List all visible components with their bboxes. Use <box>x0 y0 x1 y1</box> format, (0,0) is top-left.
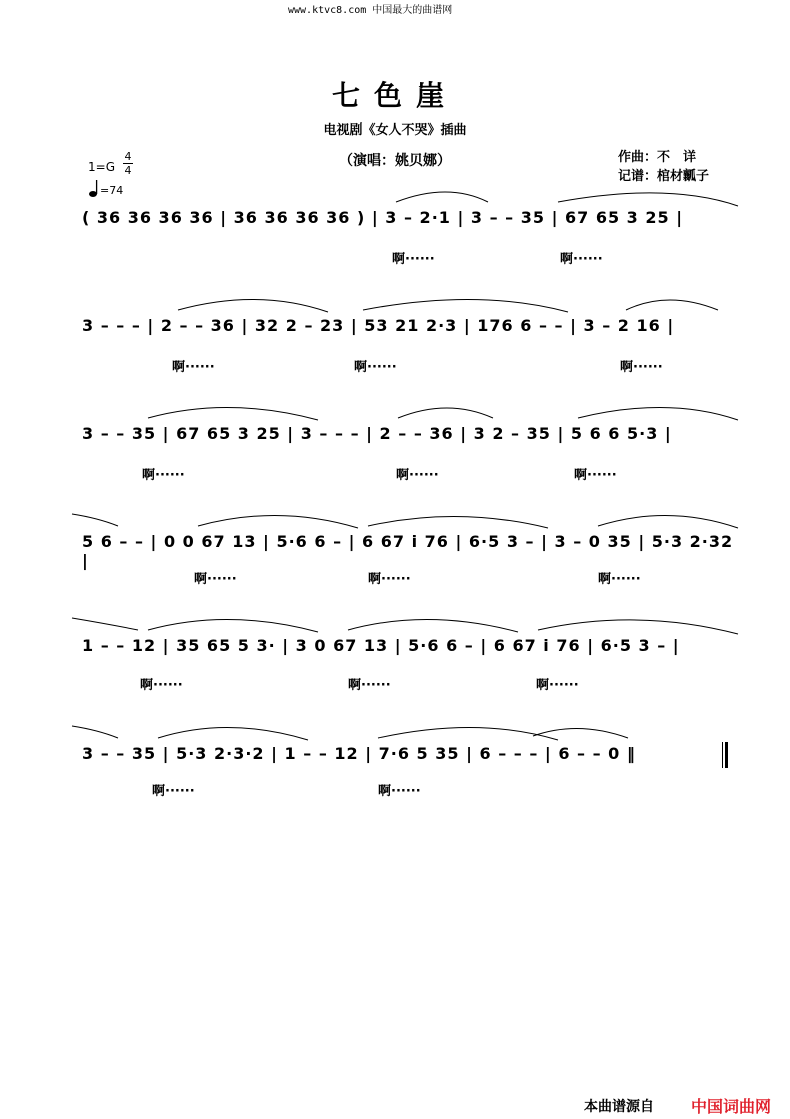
site-banner: www.ktvc8.com 中国最大的曲谱网 <box>288 5 453 16</box>
line-1-notes: ( 36 36 36 36 | 36 36 36 36 ) | 3 – 2·1 | 3 – – 35 | 67 65 3 25 | <box>82 208 684 227</box>
line-5-notes: 1 – – 12 | 35 65 5 3· | 3 0 67 13 | 5·6 6 – | 6 67 i 76 | 6·5 3 – | <box>82 636 680 655</box>
line-4-lyric-3: 啊······ <box>598 572 641 587</box>
line-1-lyric-1: 啊······ <box>392 252 435 267</box>
line-3-lyric-2: 啊······ <box>396 468 439 483</box>
line-5-lyric-3: 啊······ <box>536 678 579 693</box>
line-3-lyric-1: 啊······ <box>142 468 185 483</box>
line-2-lyric-3: 啊······ <box>620 360 663 375</box>
line-5-lyric-2: 啊······ <box>348 678 391 693</box>
score-line-1 <box>78 188 738 267</box>
score-line-2 <box>78 296 738 375</box>
line-4-lyric-1: 啊······ <box>194 572 237 587</box>
song-title: 七色崖 <box>331 79 458 112</box>
line-6-lyric-1: 啊······ <box>152 784 195 799</box>
transcriber-credit: 记谱：棺材瓤子 <box>618 169 710 184</box>
score-line-3 <box>78 404 738 483</box>
song-subtitle: 电视剧《女人不哭》插曲 <box>323 123 467 138</box>
line-2-lyric-1: 啊······ <box>172 360 215 375</box>
line-4-notes: 5 6 – – | 0 0 67 13 | 5·6 6 – | 6 67 i 76 | 6·5 3 – | 3 – 0 35 | 5·3 2·32 | <box>82 532 734 570</box>
key-signature: 1=G <box>88 160 115 174</box>
composer-credit: 作曲：不 详 <box>618 150 697 165</box>
line-6-notes: 3 – – 35 | 5·3 2·3·2 | 1 – – 12 | 7·6 5 35 | 6 – – – | 6 – – 0 ‖ <box>82 744 636 763</box>
line-4-lyric-2: 啊······ <box>368 572 411 587</box>
tempo-marking: =74 <box>100 184 124 197</box>
line-5-lyric-1: 啊······ <box>140 678 183 693</box>
score-line-5 <box>78 616 738 693</box>
final-barline <box>722 742 728 802</box>
score-line-4 <box>78 512 738 587</box>
line-2-notes: 3 – – – | 2 – – 36 | 32 2 – 23 | 53 21 2·3 | 176 6 – – | 3 – 2 16 | <box>82 316 675 335</box>
time-signature <box>122 150 134 177</box>
time-signature-top: 4 <box>124 150 132 163</box>
footer-source-label: 本曲谱源自 <box>584 1099 654 1115</box>
line-3-notes: 3 – – 35 | 67 65 3 25 | 3 – – – | 2 – – 36 | 3 2 – 35 | 5 6 6 5·3 | <box>82 424 672 443</box>
score-line-6 <box>78 724 738 799</box>
time-signature-bottom: 4 <box>124 164 132 177</box>
footer-source-site[interactable]: 中国词曲网 <box>691 1097 772 1116</box>
line-1-lyric-2: 啊······ <box>560 252 603 267</box>
line-3-lyric-3: 啊······ <box>574 468 617 483</box>
line-2-lyric-2: 啊······ <box>354 360 397 375</box>
singer-credit: （演唱：姚贝娜） <box>339 153 451 169</box>
line-6-lyric-2: 啊······ <box>378 784 421 799</box>
